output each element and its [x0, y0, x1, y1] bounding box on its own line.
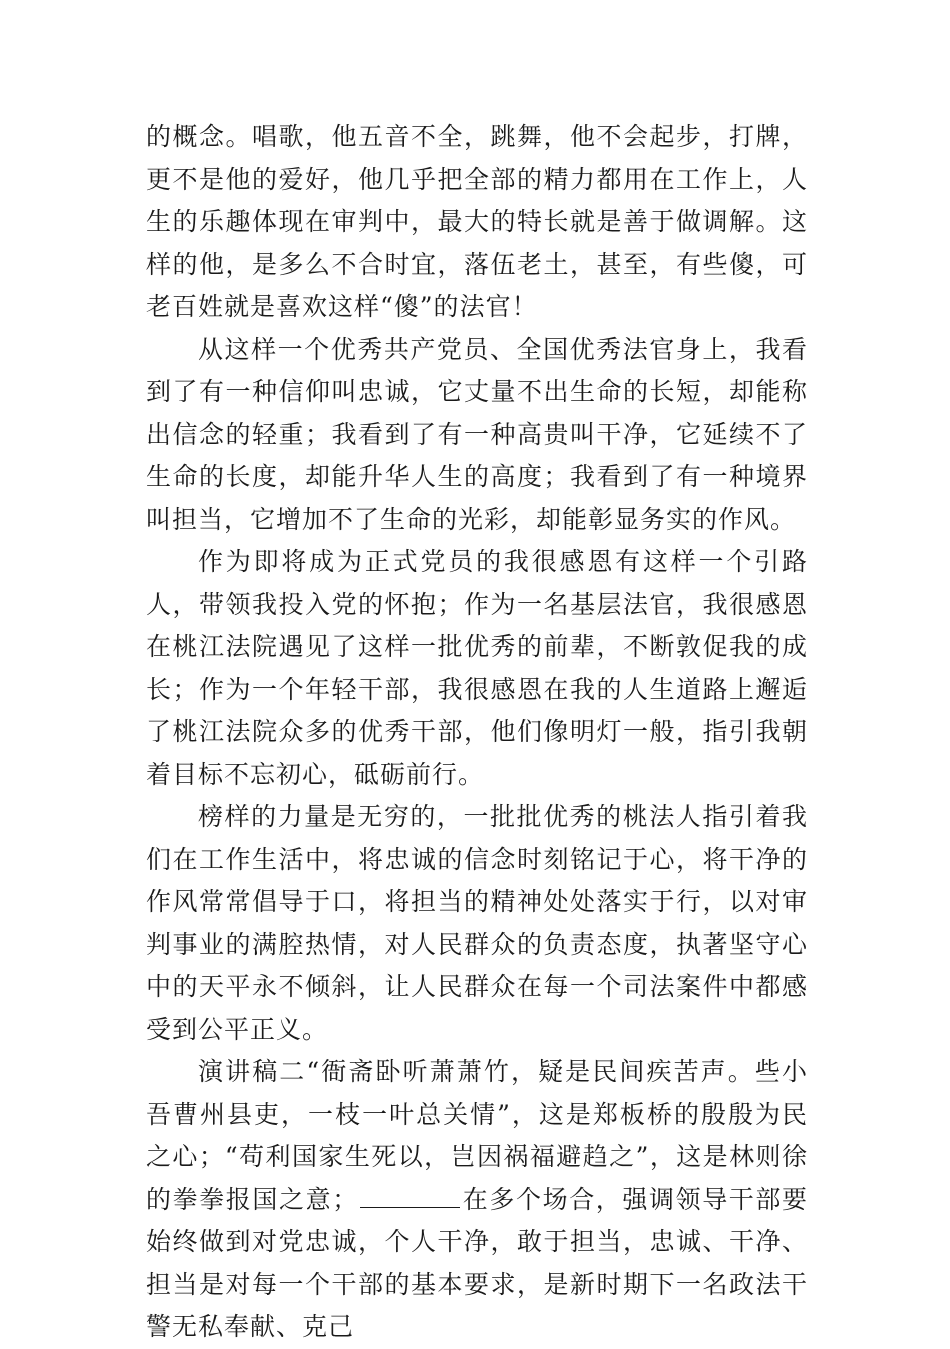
- paragraph-5: [146, 1051, 808, 1349]
- document-page: [146, 116, 808, 1349]
- paragraph-4: 榜样的力量是无穷的，一批批优秀的桃法人指引着我们在工作生活中，将忠诚的信念时刻铭记于心，将干净的作风常常倡导于口，将担当的精神处处落实于行，以对审判事业的满腔热情，对人民群众的负责态度，执著坚守心中的天平永不倾斜，让人民群众在每一个司法案件中都感受到公平正义。: [146, 802, 808, 1044]
- paragraph-3: 作为即将成为正式党员的我很感恩有这样一个引路人，带领我投入党的怀抱；作为一名基层法官，我很感恩在桃江法院遇见了这样一批优秀的前辈，不断敦促我的成长；作为一个年轻干部，我很感恩在我的人生道路上邂逅了桃江法院众多的优秀干部，他们像明灯一般，指引我朝着目标不忘初心，砥砺前行。: [146, 547, 808, 789]
- paragraph-2: 从这样一个优秀共产党员、全国优秀法官身上，我看到了有一种信仰叫忠诚，它丈量不出生命的长短，却能称出信念的轻重；我看到了有一种高贵叫干净，它延续不了生命的长度，却能升华人生的高度；我看到了有一种境界叫担当，它增加不了生命的光彩，却能彰显务实的作风。: [146, 334, 808, 534]
- paragraph-1: 的概念。唱歌，他五音不全，跳舞，他不会起步，打牌，更不是他的爱好，他几乎把全部的精力都用在工作上，人生的乐趣体现在审判中，最大的特长就是善于做调解。这样的他，是多么不合时宜，落伍老土，甚至，有些傻，可老百姓就是喜欢这样“傻”的法官！: [146, 122, 808, 321]
- fill-in-blank: [360, 1185, 460, 1208]
- paragraph-5-part-1: 演讲稿二“衙斋卧听萧萧竹，疑是民间疾苦声。些小吾曹州县吏，一枝一叶总关情”，这是郑板桥的殷殷为民之心；“苟利国家生死以，岂因祸福避趋之”，这是林则徐的拳拳报国之意；: [146, 1057, 808, 1214]
- paragraph-5-part-2: 在多个场合，强调领导干部要始终做到对党忠诚，个人干净，敢于担当，忠诚、干净、担当是对每一个干部的基本要求，是新时期下一名政法干警无私奉献、克己: [146, 1184, 808, 1341]
